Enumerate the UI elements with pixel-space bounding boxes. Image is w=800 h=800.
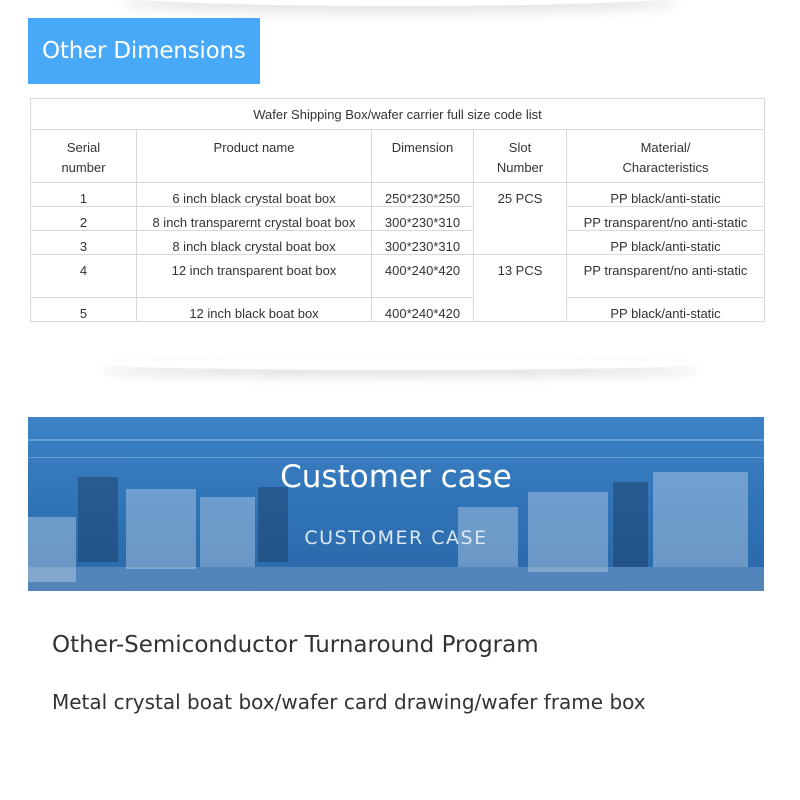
cell-serial: 5 bbox=[31, 298, 137, 322]
header-serial-line2: number bbox=[61, 160, 106, 175]
cell-product: 12 inch transparent boat box bbox=[137, 255, 372, 298]
cell-material: PP black/anti-static bbox=[567, 298, 765, 322]
cell-dimension: 300*230*310 bbox=[372, 231, 474, 255]
cell-serial: 4 bbox=[31, 255, 137, 298]
cell-product: 12 inch black boat box bbox=[137, 298, 372, 322]
cell-slot: 13 PCS bbox=[474, 255, 567, 322]
table-bottom-shadow bbox=[100, 358, 700, 370]
cell-dimension: 250*230*250 bbox=[372, 183, 474, 207]
cell-serial: 1 bbox=[31, 183, 137, 207]
header-material-line2: Characteristics bbox=[622, 160, 709, 175]
cell-serial: 3 bbox=[31, 231, 137, 255]
header-product: Product name bbox=[137, 130, 372, 183]
table-row bbox=[31, 207, 765, 231]
table-row bbox=[31, 183, 765, 207]
cell-dimension: 400*240*420 bbox=[372, 298, 474, 322]
cell-material: PP transparent/no anti-static bbox=[567, 207, 765, 231]
size-code-table bbox=[30, 98, 765, 322]
program-subtitle: Metal crystal boat box/wafer card drawing/wafer frame box bbox=[52, 690, 646, 714]
cell-slot: 25 PCS bbox=[474, 183, 567, 255]
cell-serial: 2 bbox=[31, 207, 137, 231]
header-serial bbox=[31, 130, 137, 183]
cell-material: PP transparent/no anti-static bbox=[567, 255, 765, 298]
cell-dimension: 300*230*310 bbox=[372, 207, 474, 231]
header-slot-line1: Slot bbox=[508, 140, 532, 155]
header-slot bbox=[474, 130, 567, 183]
cell-product: 6 inch black crystal boat box bbox=[137, 183, 372, 207]
table-row bbox=[31, 298, 765, 322]
top-divider-shadow bbox=[120, 0, 680, 6]
table-row bbox=[31, 255, 765, 298]
cell-material: PP black/anti-static bbox=[567, 231, 765, 255]
banner-subtitle: CUSTOMER CASE bbox=[304, 527, 488, 549]
table-header-row bbox=[31, 130, 765, 183]
header-serial-line1: Serial bbox=[66, 140, 101, 155]
cell-product: 8 inch black crystal boat box bbox=[137, 231, 372, 255]
table-caption-row bbox=[31, 99, 765, 130]
header-slot-line2: Number bbox=[496, 160, 544, 175]
cell-dimension: 400*240*420 bbox=[372, 255, 474, 298]
cell-product: 8 inch transparernt crystal boat box bbox=[137, 207, 372, 231]
header-material bbox=[567, 130, 765, 183]
header-material-line1: Material/ bbox=[640, 140, 691, 155]
program-title: Other-Semiconductor Turnaround Program bbox=[52, 632, 539, 658]
header-dimension: Dimension bbox=[372, 130, 474, 183]
table-row bbox=[31, 231, 765, 255]
banner-title: Customer case bbox=[280, 459, 512, 495]
section-badge: Other Dimensions bbox=[28, 18, 260, 84]
customer-case-banner bbox=[28, 417, 764, 591]
cell-material: PP black/anti-static bbox=[567, 183, 765, 207]
table-caption: Wafer Shipping Box/wafer carrier full size code list bbox=[31, 99, 765, 130]
